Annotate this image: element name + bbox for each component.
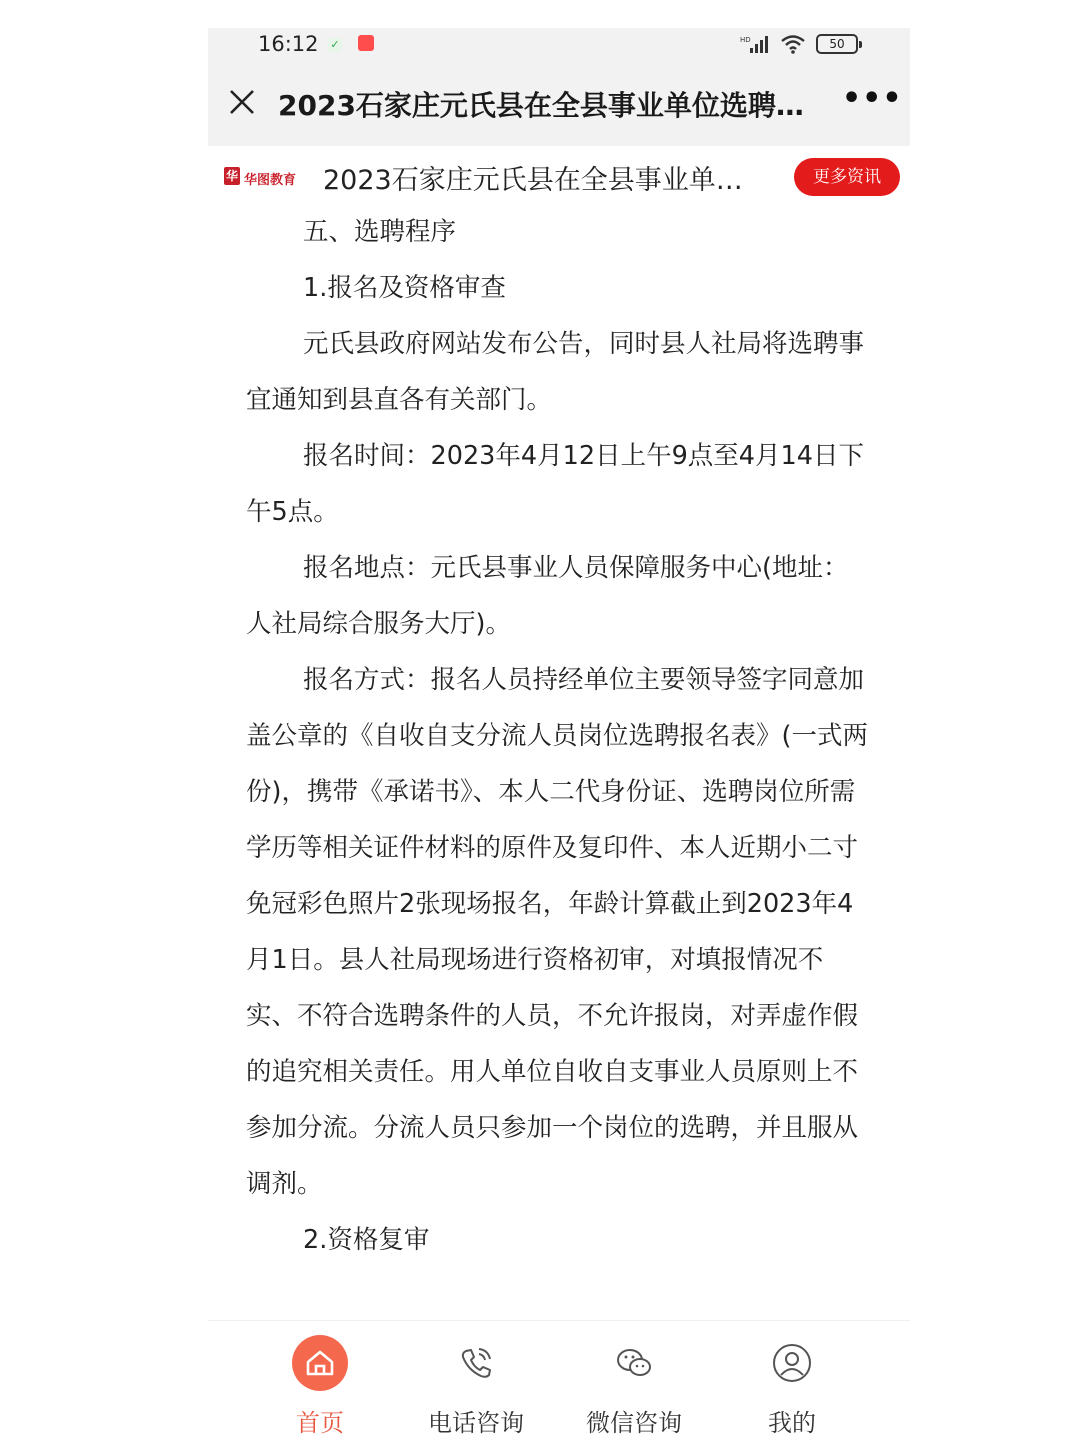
paragraph: 元氏县政府网站发布公告，同时县人社局将选聘事宜通知到县直各有关部门。 [246,329,865,415]
phone-screen [208,28,910,1440]
shield-check-icon: ✓ [328,38,342,52]
section-heading: 五、选聘程序 [303,217,457,247]
brand-logo[interactable] [224,167,304,187]
signal-icon [740,34,770,54]
status-time: 16:12 [258,32,319,56]
nav-label: 首页 [296,1409,344,1437]
battery-icon: 50 [816,34,858,54]
logo-mark-icon: 华 [225,169,238,183]
nav-item-wechat[interactable] [564,1321,704,1440]
logo-text: 华图教育 [244,173,297,188]
title-bar [208,64,910,146]
status-bar [208,28,910,64]
article-header [208,146,910,208]
wechat-icon [606,1335,662,1391]
close-icon[interactable] [226,86,258,118]
nav-label: 微信咨询 [586,1409,682,1437]
nav-item-me[interactable] [722,1321,862,1440]
article-body [246,204,872,1268]
home-icon [292,1335,348,1391]
paragraph: 报名时间：2023年4月12日上午9点至4月14日下午5点。 [246,441,864,527]
article-header-title: 2023石家庄元氏县在全县事业单… [323,165,743,196]
sub-heading: 1.报名及资格审查 [303,273,506,303]
sub-heading: 2.资格复审 [303,1225,430,1255]
notification-icon [358,35,374,51]
wifi-icon [780,33,806,55]
user-icon [764,1335,820,1391]
bottom-nav [208,1320,910,1440]
nav-item-home[interactable] [250,1321,390,1440]
phone-icon [448,1335,504,1391]
nav-item-phone[interactable] [406,1321,546,1440]
page-title: 2023石家庄元氏县在全县事业单位选聘… [278,89,804,122]
more-news-button[interactable]: 更多资讯 [794,158,900,196]
more-options-button[interactable]: ••• [842,81,903,116]
svg-text:HD: HD [740,36,751,44]
nav-label: 电话咨询 [428,1409,524,1437]
nav-label: 我的 [768,1409,816,1437]
paragraph: 报名地点：元氏县事业人员保障服务中心(地址：人社局综合服务大厅)。 [246,553,849,639]
paragraph: 报名方式：报名人员持经单位主要领导签字同意加盖公章的《自收自支分流人员岗位选聘报名表》(一式两份)，携带《承诺书》、本人二代身份证、选聘岗位所需学历等相关证件材料的原件及复印件、本人近期小二寸免冠彩色照片2张现场报名，年龄计算截止到2023年4月1日。县人社局现场进行资格初审，对填报情况不实、不符合选聘条件的人员，不允许报岗，对弄虚作假的追究相关责任。用人单位自收自支事业人员原则上不参加分流。分流人员只参加一个岗位的选聘，并且服从调剂。 [246,665,868,1199]
